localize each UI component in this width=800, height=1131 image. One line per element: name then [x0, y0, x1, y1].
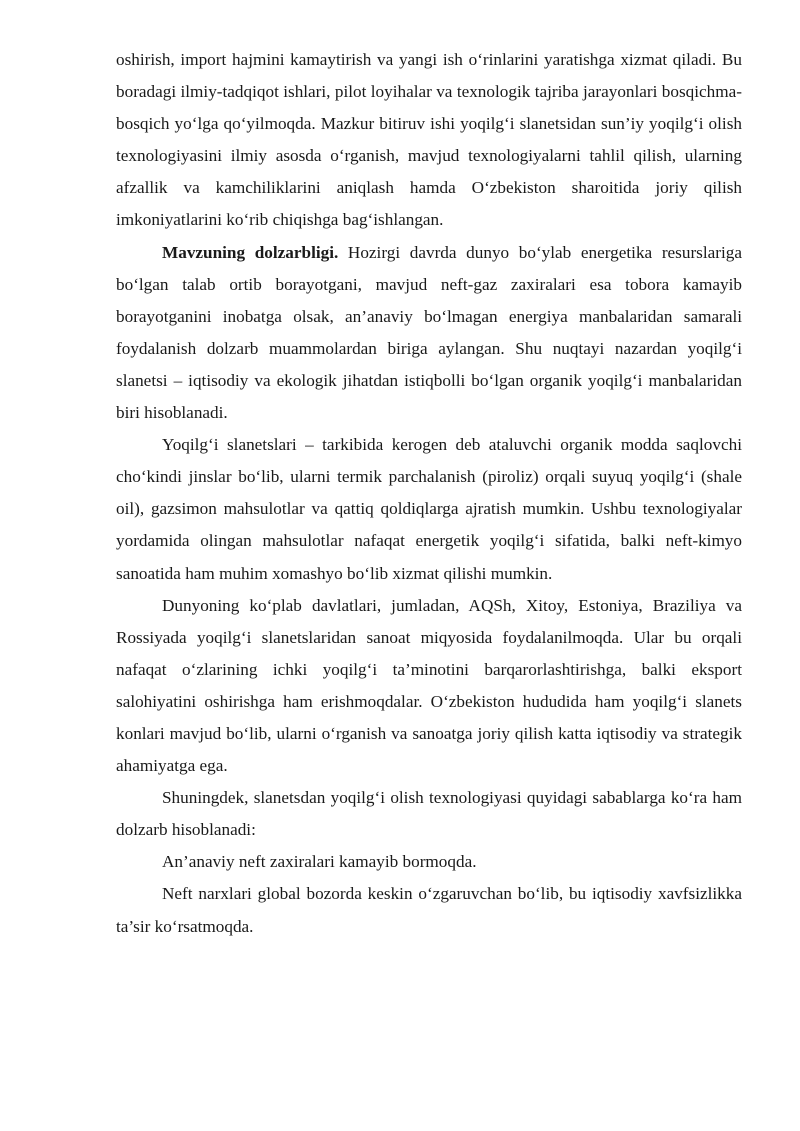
paragraph-text: Shuningdek, slanetsdan yoqilg‘i olish texnologiyasi quyidagi sabablarga ko‘ra ham dolzarb hisoblanadi:: [116, 788, 742, 840]
paragraph-text: oshirish, import hajmini kamaytirish va yangi ish o‘rinlarini yaratishga xizmat qiladi. Bu boradagi ilmiy-tadqiqot ishlari, pilot loyihalar va texnologik tajriba jarayonlari bosqichma-bosqich yo‘lga qo‘yilmoqda. Mazkur bitiruv ishi yoqilg‘i slanetsidan sun’iy yoqilg‘i olish texnologiyasini ilmiy asosda o‘rganish, mavjud texnologiyalarni tahlil qilish, ularning afzallik va kamchiliklarini aniqlash hamda O‘zbekiston sharoitida joriy qilish imkoniyatlarini ko‘rib chiqishga bag‘ishlangan.: [116, 50, 742, 230]
paragraph-text: Dunyoning ko‘plab davlatlari, jumladan, AQSh, Xitoy, Estoniya, Braziliya va Rossiyada yoqilg‘i slanetslaridan sanoat miqyosida foydalanilmoqda. Ular bu orqali nafaqat o‘zlarining ichki yoqilg‘i ta’minotini barqarorlashtirishga, balki eksport salohiyatini oshirishga ham erishmoqdalar. O‘zbekiston hududida ham yoqilg‘i slanets konlari mavjud bo‘lib, ularni o‘rganish va sanoatga joriy qilish katta iqtisodiy va strategik ahamiyatga ega.: [116, 595, 742, 776]
paragraph-text: Neft narxlari global bozorda keskin o‘zgaruvchan bo‘lib, bu iqtisodiy xavfsizlikka ta’sir ko‘rsatmoqda.: [116, 884, 742, 936]
paragraph-text: Yoqilg‘i slanetslari – tarkibida kerogen deb ataluvchi organik modda saqlovchi cho‘kindi jinslar bo‘lib, ularni termik parchalanish (piroliz) orqali suyuq yoqilg‘i (shale oil), gazsimon mahsulotlar va qattiq qoldiqlarga ajratish mumkin. Ushbu texnologiyalar yordamida olingan mahsulotlar nafaqat energetik yoqilg‘i sifatida, balki neft-kimyo sanoatida ham muhim xomashyo bo‘lib xizmat qilishi mumkin.: [116, 435, 742, 583]
paragraph-reason-prices: [116, 878, 742, 942]
document-page: [116, 44, 742, 943]
paragraph-intro-continuation: [116, 44, 742, 237]
paragraph-topic-relevance: [116, 237, 742, 430]
paragraph-text: Hozirgi davrda dunyo bo‘ylab energetika resurslariga bo‘lgan talab ortib borayotgani, mavjud neft-gaz zaxiralari esa tobora kamayib borayotganini inobatga olsak, an’anaviy bo‘lmagan energiya manbalaridan samarali foydalanish dolzarb muammolardan biriga aylangan. Shu nuqtayi nazardan yoqilg‘i slanetsi – iqtisodiy va ekologik jihatdan istiqbolli bo‘lgan organik yoqilg‘i manbalaridan biri hisoblanadi.: [116, 242, 742, 423]
paragraph-text: An’anaviy neft zaxiralari kamayib bormoqda.: [162, 852, 477, 872]
paragraph-world-usage: [116, 590, 742, 783]
paragraph-reasons-intro: [116, 782, 742, 846]
paragraph-reason-reserves: [116, 846, 742, 878]
section-heading-relevance: Mavzuning dolzarbligi.: [162, 242, 339, 262]
paragraph-oil-shale-definition: [116, 429, 742, 589]
